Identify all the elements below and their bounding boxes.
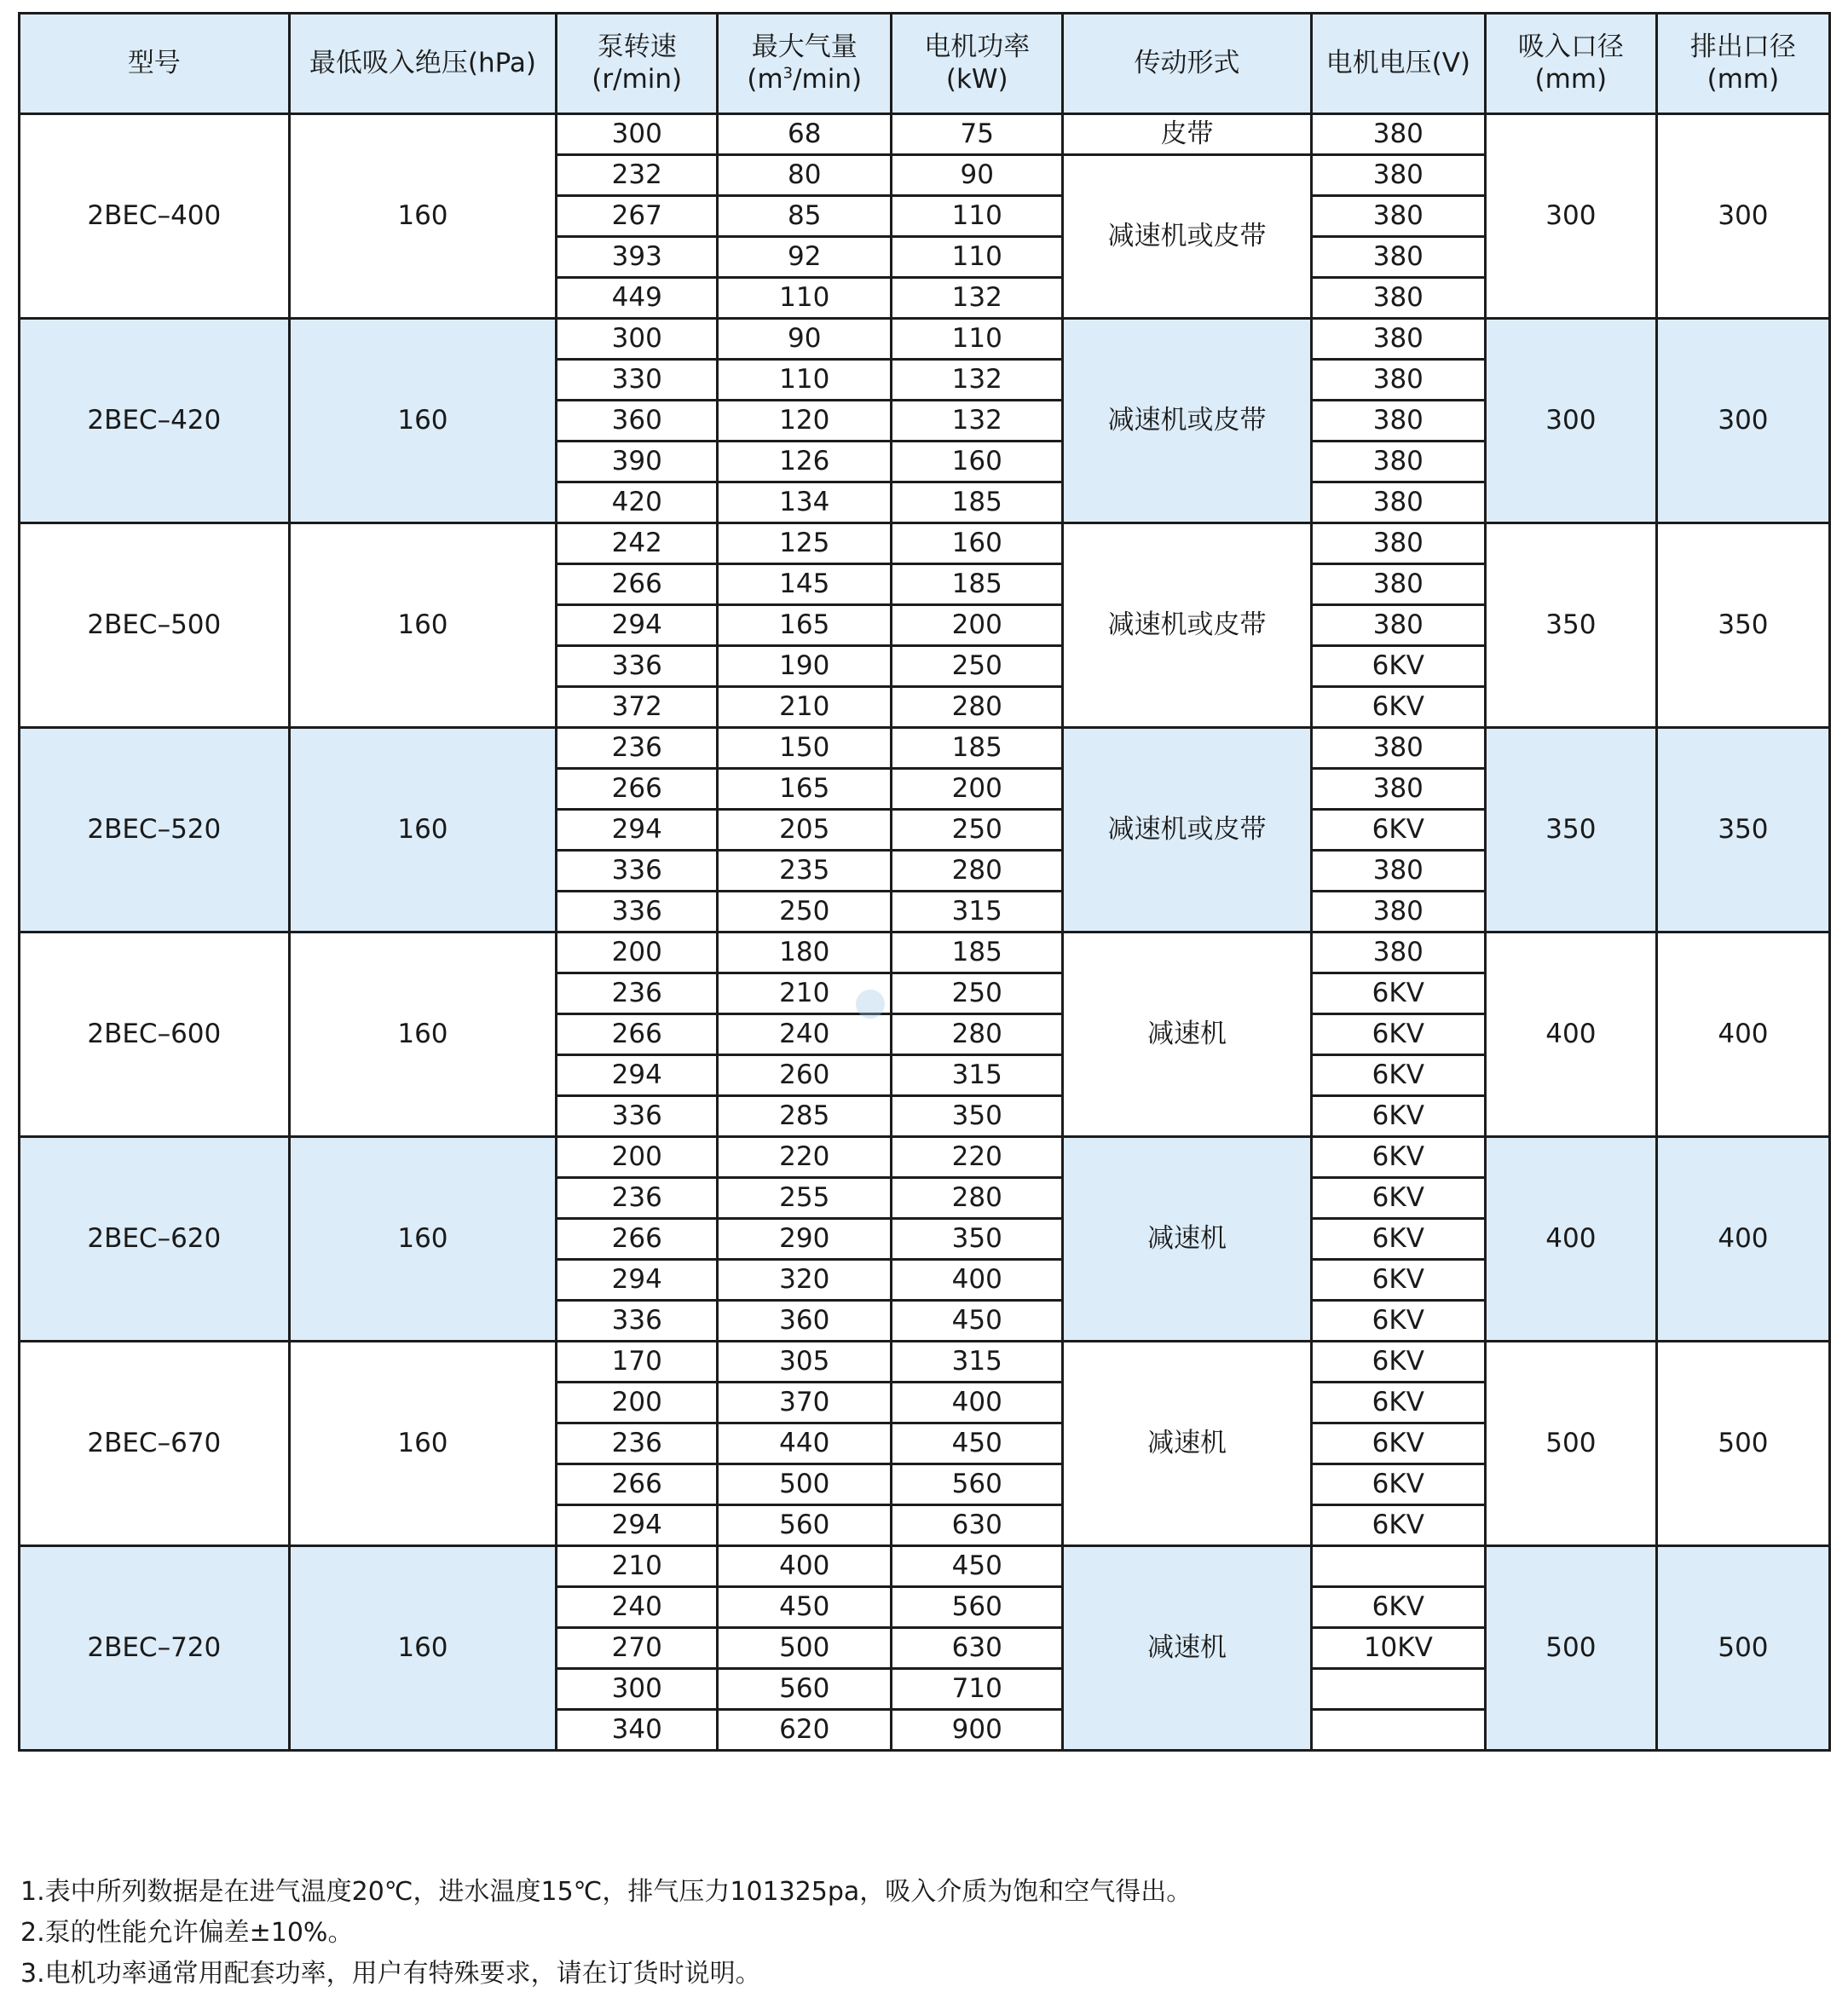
airflow-cell: 370 [718, 1383, 892, 1423]
power-cell: 132 [892, 401, 1063, 442]
speed-cell: 449 [557, 278, 718, 319]
speed-cell: 294 [557, 1055, 718, 1096]
note-3: 3.电机功率通常用配套功率，用户有特殊要求，请在订货时说明。 [20, 1959, 761, 1989]
drive-cell: 减速机或皮带 [1063, 523, 1312, 728]
voltage-cell: 6KV [1311, 687, 1485, 728]
voltage-cell [1311, 1546, 1485, 1587]
airflow-cell: 134 [718, 482, 892, 523]
power-cell: 160 [892, 523, 1063, 564]
airflow-cell: 620 [718, 1710, 892, 1751]
voltage-cell: 6KV [1311, 1383, 1485, 1423]
model-cell: 2BEC–400 [20, 114, 290, 319]
voltage-cell: 6KV [1311, 1423, 1485, 1464]
power-cell: 400 [892, 1383, 1063, 1423]
voltage-cell: 6KV [1311, 1178, 1485, 1219]
outlet-cell: 300 [1656, 114, 1829, 319]
power-cell: 280 [892, 851, 1063, 892]
voltage-cell: 6KV [1311, 810, 1485, 851]
header-power [892, 14, 1063, 114]
voltage-cell: 380 [1311, 114, 1485, 155]
speed-cell: 200 [557, 1137, 718, 1178]
power-cell: 350 [892, 1096, 1063, 1137]
drive-cell: 减速机 [1063, 1137, 1312, 1342]
header-inlet [1485, 14, 1656, 114]
voltage-cell: 380 [1311, 278, 1485, 319]
voltage-cell: 6KV [1311, 973, 1485, 1014]
note-1: 1.表中所列数据是在进气温度20℃，进水温度15℃，排气压力101325pa，吸入介质为饱和空气得出。 [20, 1877, 1193, 1907]
outlet-cell: 500 [1656, 1546, 1829, 1751]
notes-section [20, 1872, 1828, 1995]
table-row [20, 1137, 1830, 1178]
power-cell: 200 [892, 605, 1063, 646]
voltage-cell: 6KV [1311, 1219, 1485, 1260]
drive-cell: 皮带 [1063, 114, 1312, 155]
header-drive: 传动形式 [1063, 14, 1312, 114]
speed-cell: 336 [557, 892, 718, 932]
speed-cell: 390 [557, 442, 718, 482]
airflow-cell: 125 [718, 523, 892, 564]
pressure-cell: 160 [289, 932, 557, 1137]
power-cell: 560 [892, 1587, 1063, 1628]
airflow-cell: 92 [718, 237, 892, 278]
header-airflow-label: 最大气量 [751, 32, 858, 63]
voltage-cell: 6KV [1311, 1096, 1485, 1137]
header-power-unit: (kW) [945, 63, 1008, 95]
airflow-cell: 260 [718, 1055, 892, 1096]
speed-cell: 242 [557, 523, 718, 564]
power-cell: 90 [892, 155, 1063, 196]
voltage-cell: 6KV [1311, 1014, 1485, 1055]
voltage-cell: 6KV [1311, 1464, 1485, 1505]
model-cell: 2BEC–420 [20, 319, 290, 523]
airflow-cell: 255 [718, 1178, 892, 1219]
airflow-cell: 360 [718, 1301, 892, 1342]
inlet-cell: 400 [1485, 932, 1656, 1137]
power-cell: 280 [892, 1014, 1063, 1055]
table-row [20, 523, 1830, 564]
speed-cell: 170 [557, 1342, 718, 1383]
voltage-cell: 380 [1311, 155, 1485, 196]
airflow-cell: 190 [718, 646, 892, 687]
header-airflow-unit [719, 64, 890, 95]
header-airflow [718, 14, 892, 114]
speed-cell: 266 [557, 564, 718, 605]
pressure-cell: 160 [289, 1546, 557, 1751]
speed-cell: 336 [557, 851, 718, 892]
airflow-cell: 235 [718, 851, 892, 892]
drive-cell: 减速机 [1063, 1342, 1312, 1546]
voltage-cell: 6KV [1311, 1342, 1485, 1383]
speed-cell: 266 [557, 1464, 718, 1505]
voltage-cell: 380 [1311, 769, 1485, 810]
header-inlet-label: 吸入口径 [1517, 32, 1624, 63]
power-cell: 132 [892, 360, 1063, 401]
airflow-cell: 290 [718, 1219, 892, 1260]
speed-cell: 240 [557, 1587, 718, 1628]
table-row [20, 319, 1830, 360]
power-cell: 400 [892, 1260, 1063, 1301]
voltage-cell: 380 [1311, 564, 1485, 605]
header-row [20, 14, 1830, 114]
voltage-cell: 380 [1311, 851, 1485, 892]
outlet-cell: 400 [1656, 1137, 1829, 1342]
speed-cell: 232 [557, 155, 718, 196]
voltage-cell: 380 [1311, 360, 1485, 401]
voltage-cell: 380 [1311, 401, 1485, 442]
voltage-cell: 380 [1311, 442, 1485, 482]
watermark-logo [856, 987, 975, 1021]
airflow-cell: 210 [718, 973, 892, 1014]
speed-cell: 267 [557, 196, 718, 237]
speed-cell: 236 [557, 1178, 718, 1219]
spec-table [18, 12, 1831, 1752]
speed-cell: 372 [557, 687, 718, 728]
voltage-cell: 6KV [1311, 1137, 1485, 1178]
inlet-cell: 400 [1485, 1137, 1656, 1342]
airflow-cell: 220 [718, 1137, 892, 1178]
airflow-cell: 150 [718, 728, 892, 769]
header-inlet-unit: (mm) [1534, 63, 1608, 95]
airflow-cell: 205 [718, 810, 892, 851]
power-cell: 280 [892, 1178, 1063, 1219]
speed-cell: 266 [557, 769, 718, 810]
power-cell: 132 [892, 278, 1063, 319]
speed-cell: 294 [557, 1260, 718, 1301]
voltage-cell: 380 [1311, 728, 1485, 769]
drive-cell: 减速机或皮带 [1063, 155, 1312, 319]
airflow-cell: 560 [718, 1505, 892, 1546]
header-outlet [1656, 14, 1829, 114]
voltage-cell: 6KV [1311, 1301, 1485, 1342]
power-cell: 560 [892, 1464, 1063, 1505]
airflow-cell: 85 [718, 196, 892, 237]
table-row [20, 728, 1830, 769]
speed-cell: 393 [557, 237, 718, 278]
power-cell: 280 [892, 687, 1063, 728]
airflow-cell: 180 [718, 932, 892, 973]
pressure-cell: 160 [289, 728, 557, 932]
voltage-cell [1311, 1710, 1485, 1751]
airflow-cell: 305 [718, 1342, 892, 1383]
power-cell: 220 [892, 1137, 1063, 1178]
voltage-cell: 380 [1311, 319, 1485, 360]
note-2: 2.泵的性能允许偏差±10%。 [20, 1918, 354, 1948]
voltage-cell: 10KV [1311, 1628, 1485, 1669]
speed-cell: 300 [557, 1669, 718, 1710]
voltage-cell: 6KV [1311, 1260, 1485, 1301]
power-cell: 110 [892, 319, 1063, 360]
speed-cell: 294 [557, 810, 718, 851]
outlet-cell: 350 [1656, 728, 1829, 932]
voltage-cell: 380 [1311, 523, 1485, 564]
inlet-cell: 300 [1485, 319, 1656, 523]
speed-cell: 236 [557, 1423, 718, 1464]
table-body [20, 114, 1830, 1751]
header-model: 型号 [20, 14, 290, 114]
header-power-label: 电机功率 [924, 32, 1031, 63]
airflow-cell: 560 [718, 1669, 892, 1710]
voltage-cell: 380 [1311, 196, 1485, 237]
power-cell: 160 [892, 442, 1063, 482]
power-cell: 630 [892, 1628, 1063, 1669]
header-outlet-unit: (mm) [1707, 63, 1780, 95]
power-cell: 630 [892, 1505, 1063, 1546]
speed-cell: 200 [557, 1383, 718, 1423]
speed-cell: 294 [557, 605, 718, 646]
airflow-unit-pre: (m [747, 63, 783, 95]
airflow-cell: 120 [718, 401, 892, 442]
model-cell: 2BEC–500 [20, 523, 290, 728]
speed-cell: 420 [557, 482, 718, 523]
power-cell: 185 [892, 728, 1063, 769]
speed-cell: 300 [557, 319, 718, 360]
power-cell: 315 [892, 1342, 1063, 1383]
power-cell: 315 [892, 892, 1063, 932]
airflow-cell: 68 [718, 114, 892, 155]
airflow-cell: 126 [718, 442, 892, 482]
speed-cell: 200 [557, 932, 718, 973]
drive-cell: 减速机 [1063, 932, 1312, 1137]
voltage-cell: 380 [1311, 932, 1485, 973]
model-cell: 2BEC–600 [20, 932, 290, 1137]
voltage-cell: 380 [1311, 482, 1485, 523]
speed-cell: 270 [557, 1628, 718, 1669]
table-row [20, 1342, 1830, 1383]
power-cell: 75 [892, 114, 1063, 155]
outlet-cell: 400 [1656, 932, 1829, 1137]
pressure-cell: 160 [289, 319, 557, 523]
voltage-cell: 6KV [1311, 1055, 1485, 1096]
airflow-unit-post: /min) [793, 63, 863, 95]
airflow-cell: 165 [718, 769, 892, 810]
power-cell: 200 [892, 769, 1063, 810]
drive-cell: 减速机或皮带 [1063, 319, 1312, 523]
header-outlet-label: 排出口径 [1689, 32, 1796, 63]
speed-cell: 300 [557, 114, 718, 155]
inlet-cell: 500 [1485, 1546, 1656, 1751]
speed-cell: 266 [557, 1219, 718, 1260]
airflow-cell: 165 [718, 605, 892, 646]
inlet-cell: 350 [1485, 728, 1656, 932]
airflow-cell: 500 [718, 1464, 892, 1505]
airflow-cell: 80 [718, 155, 892, 196]
airflow-cell: 110 [718, 278, 892, 319]
voltage-cell: 380 [1311, 237, 1485, 278]
table-row [20, 114, 1830, 155]
power-cell: 185 [892, 482, 1063, 523]
pressure-cell: 160 [289, 114, 557, 319]
power-cell: 450 [892, 1301, 1063, 1342]
speed-cell: 266 [557, 1014, 718, 1055]
drive-cell: 减速机 [1063, 1546, 1312, 1751]
airflow-unit-sup: 3 [783, 64, 794, 83]
voltage-cell [1311, 1669, 1485, 1710]
power-cell: 450 [892, 1546, 1063, 1587]
model-cell: 2BEC–520 [20, 728, 290, 932]
airflow-cell: 400 [718, 1546, 892, 1587]
speed-cell: 236 [557, 973, 718, 1014]
airflow-cell: 320 [718, 1260, 892, 1301]
airflow-cell: 110 [718, 360, 892, 401]
power-cell: 315 [892, 1055, 1063, 1096]
power-cell: 350 [892, 1219, 1063, 1260]
power-cell: 450 [892, 1423, 1063, 1464]
airflow-cell: 500 [718, 1628, 892, 1669]
speed-cell: 360 [557, 401, 718, 442]
header-min-pressure: 最低吸入绝压(hPa) [289, 14, 557, 114]
voltage-cell: 380 [1311, 892, 1485, 932]
pressure-cell: 160 [289, 523, 557, 728]
speed-cell: 336 [557, 646, 718, 687]
outlet-cell: 300 [1656, 319, 1829, 523]
inlet-cell: 350 [1485, 523, 1656, 728]
power-cell: 110 [892, 237, 1063, 278]
pressure-cell: 160 [289, 1342, 557, 1546]
power-cell: 110 [892, 196, 1063, 237]
table-row [20, 1546, 1830, 1587]
header-speed-label: 泵转速 [597, 32, 677, 63]
model-cell: 2BEC–620 [20, 1137, 290, 1342]
voltage-cell: 380 [1311, 605, 1485, 646]
model-cell: 2BEC–720 [20, 1546, 290, 1751]
model-cell: 2BEC–670 [20, 1342, 290, 1546]
inlet-cell: 300 [1485, 114, 1656, 319]
speed-cell: 330 [557, 360, 718, 401]
airflow-cell: 250 [718, 892, 892, 932]
speed-cell: 336 [557, 1096, 718, 1137]
power-cell: 250 [892, 973, 1063, 1014]
speed-cell: 340 [557, 1710, 718, 1751]
speed-cell: 336 [557, 1301, 718, 1342]
airflow-cell: 90 [718, 319, 892, 360]
airflow-cell: 210 [718, 687, 892, 728]
voltage-cell: 6KV [1311, 1505, 1485, 1546]
airflow-cell: 440 [718, 1423, 892, 1464]
drive-cell: 减速机或皮带 [1063, 728, 1312, 932]
airflow-cell: 450 [718, 1587, 892, 1628]
speed-cell: 236 [557, 728, 718, 769]
pressure-cell: 160 [289, 1137, 557, 1342]
power-cell: 710 [892, 1669, 1063, 1710]
speed-cell: 294 [557, 1505, 718, 1546]
header-speed [557, 14, 718, 114]
table-row [20, 932, 1830, 973]
voltage-cell: 6KV [1311, 1587, 1485, 1628]
power-cell: 185 [892, 932, 1063, 973]
power-cell: 250 [892, 646, 1063, 687]
header-speed-unit: (r/min) [592, 63, 683, 95]
outlet-cell: 500 [1656, 1342, 1829, 1546]
airflow-cell: 240 [718, 1014, 892, 1055]
power-cell: 250 [892, 810, 1063, 851]
header-voltage: 电机电压(V) [1311, 14, 1485, 114]
airflow-cell: 285 [718, 1096, 892, 1137]
voltage-cell: 6KV [1311, 646, 1485, 687]
airflow-cell: 145 [718, 564, 892, 605]
power-cell: 185 [892, 564, 1063, 605]
inlet-cell: 500 [1485, 1342, 1656, 1546]
watermark-icon [856, 990, 885, 1019]
speed-cell: 210 [557, 1546, 718, 1587]
outlet-cell: 350 [1656, 523, 1829, 728]
power-cell: 900 [892, 1710, 1063, 1751]
